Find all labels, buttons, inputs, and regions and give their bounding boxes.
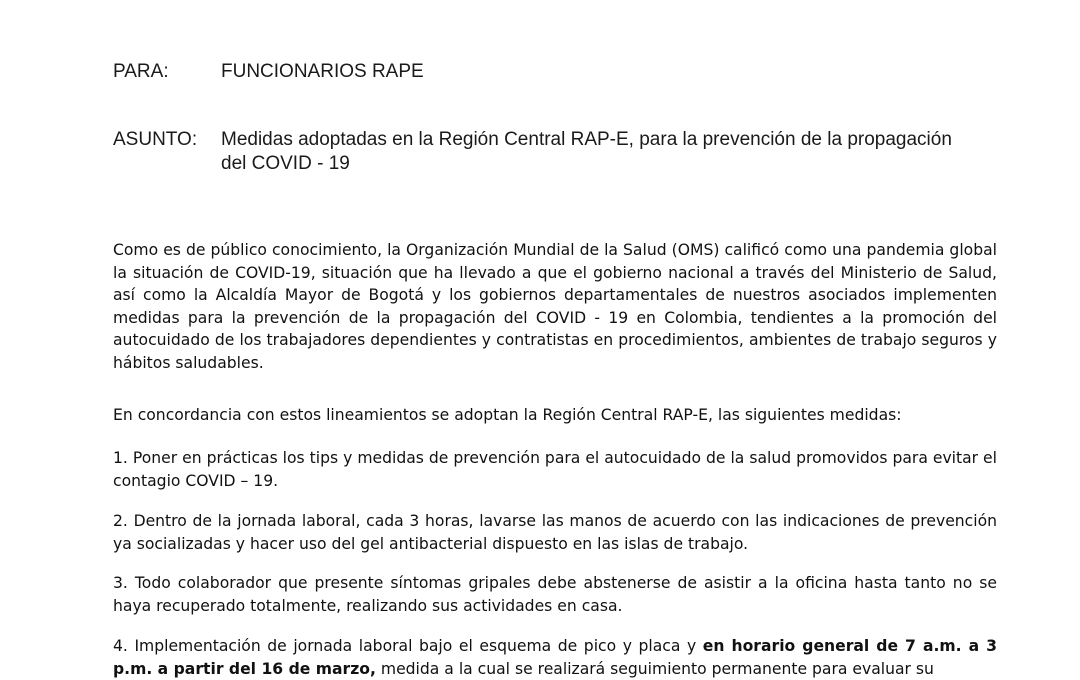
lead-paragraph (113, 404, 997, 427)
para-label: PARA: (113, 61, 169, 82)
asunto-value: Medidas adoptadas en la Región Central RAP-E, para la prevención de la propagación del COVID - 19 (221, 129, 952, 174)
measure-item-4-bold: en horario general de 7 a.m. a 3 p.m. a partir del 16 de marzo, (113, 637, 997, 678)
measure-item-2 (113, 510, 997, 555)
lead-text: En concordancia con estos lineamientos se adoptan la Región Central RAP-E, las siguientes medidas: (113, 406, 902, 424)
measure-item-4-end: medida a la cual se realizará seguimiento permanente para evaluar su (375, 659, 934, 678)
measure-item-3-text: 3. Todo colaborador que presente síntomas gripales debe abstenerse de asistir a la oficina hasta tanto no se haya recuperado totalmente, realizando sus actividades en casa. (113, 574, 997, 615)
measure-item-4-text (113, 635, 997, 680)
intro-paragraph (113, 239, 997, 374)
measure-item-4-start: 4. Implementación de jornada laboral bajo el esquema de pico y placa y (113, 637, 703, 655)
measure-item-3 (113, 572, 997, 617)
intro-text: Como es de público conocimiento, la Organización Mundial de la Salud (OMS) calificó como una pandemia global la situación de COVID-19, situación que ha llevado a que el gobierno nacional a través del Ministerio de Salud, así como la Alcaldía Mayor de Bogotá y los gobiernos departamentales de nuestros asociados implementen medidas para la prevención de la propagación del COVID - 19 en Colombia, tendientes a la promoción del autocuidado de los trabajadores dependientes y contratistas en procedimientos, ambientes de trabajo seguros y hábitos saludables. (113, 241, 997, 372)
measure-item-2-text: 2. Dentro de la jornada laboral, cada 3 horas, lavarse las manos de acuerdo con las indicaciones de prevención ya socializadas y hacer uso del gel antibacterial dispuesto en las islas de trabajo. (113, 512, 997, 553)
measure-item-1-text: 1. Poner en prácticas los tips y medidas de prevención para el autocuidado de la salud promovidos para evitar el contagio COVID – 19. (113, 449, 997, 490)
measure-item-1 (113, 447, 997, 492)
measure-item-4 (113, 635, 997, 680)
para-value: FUNCIONARIOS RAPE (221, 61, 424, 82)
asunto-label: ASUNTO: (113, 129, 198, 150)
